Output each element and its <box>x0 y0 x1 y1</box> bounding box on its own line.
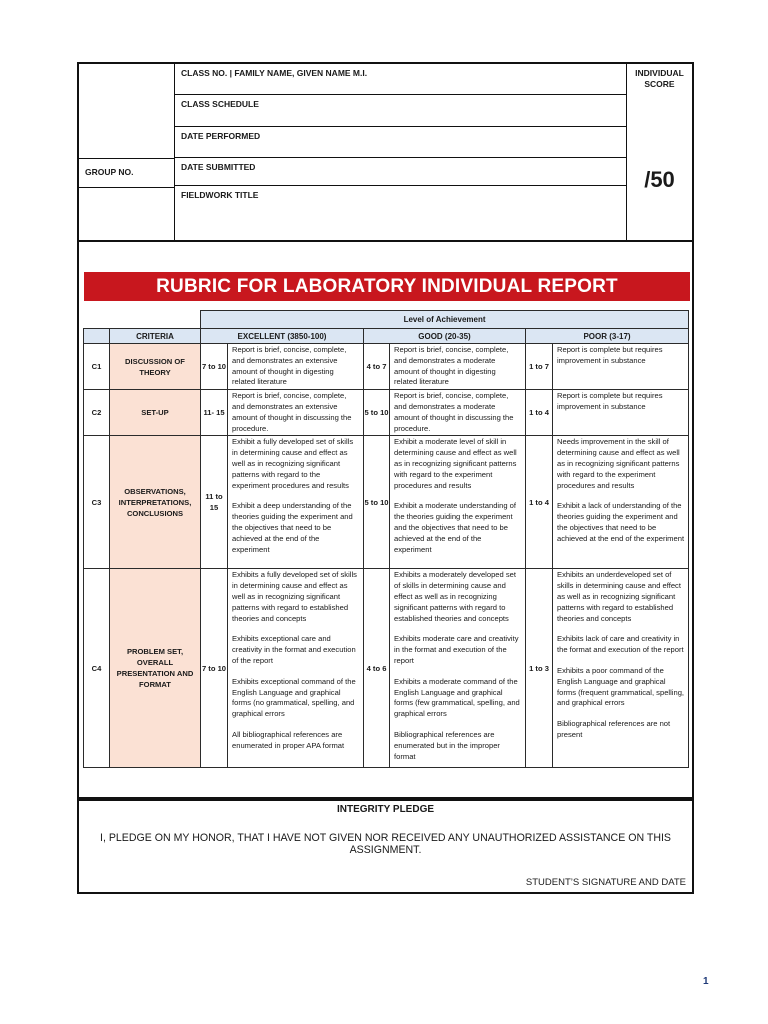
good-description: Report is brief, concise, complete, and demonstrates a moderate amount of thought in digesting related literature <box>390 344 526 390</box>
good-description-part: Exhibit a moderate level of skill in determining cause and effect as well as in recognizing significant patterns with regard to the experiment procedures and results <box>394 437 517 490</box>
table-row <box>84 344 689 390</box>
student-fields <box>175 64 627 240</box>
poor-description-part: Exhibits lack of care and creativity in the format and execution of the report <box>557 634 684 655</box>
poor-header: POOR (3-17) <box>526 329 689 344</box>
good-points: 4 to 6 <box>364 569 390 768</box>
poor-description-part: Bibliographical references are not present <box>557 719 671 739</box>
good-description-part: Exhibits a moderately developed set of skills in determining cause and effect as well as in recognizing significant patterns with regard to established theories and concepts <box>394 570 516 623</box>
criterion-name: DISCUSSION OF THEORY <box>110 344 201 390</box>
criterion-code: C4 <box>84 569 110 768</box>
good-points: 4 to 7 <box>364 344 390 390</box>
poor-description-part: Exhibits a poor command of the English Language and graphical forms (frequent grammatical, spelling, and graphical errors <box>557 665 685 708</box>
good-description <box>390 569 526 768</box>
good-points: 5 to 10 <box>364 436 390 569</box>
poor-description-part: Exhibits an underdeveloped set of skills in determining cause and effect as well as in recognizing significant patterns with regard to established theories and concepts <box>557 570 681 623</box>
poor-description: Report is complete but requires improvement in substance <box>553 390 689 436</box>
criteria-header: CRITERIA <box>110 329 201 344</box>
good-description-part: Exhibits a moderate command of the English Language and graphical forms (few grammatical, spelling, and graphical errors <box>394 676 520 719</box>
criterion-name: SET-UP <box>110 390 201 436</box>
signature-line[interactable]: STUDENT’S SIGNATURE AND DATE <box>525 877 686 888</box>
poor-points: 1 to 4 <box>526 390 553 436</box>
poor-points: 1 to 7 <box>526 344 553 390</box>
individual-score-label <box>627 64 692 90</box>
criterion-name: PROBLEM SET, OVERALL PRESENTATION AND FORMAT <box>110 569 201 768</box>
score-label-line-2: SCORE <box>644 79 675 89</box>
poor-description: Report is complete but requires improvement in substance <box>553 344 689 390</box>
good-header: GOOD (20-35) <box>364 329 526 344</box>
group-no-label: GROUP NO. <box>79 158 175 188</box>
fieldwork-title-field[interactable]: FIELDWORK TITLE <box>181 190 259 200</box>
excellent-description-part: Exhibits exceptional care and creativity in the format and execution of the report <box>232 634 356 665</box>
good-description: Report is brief, concise, complete, and demonstrates a moderate amount of thought in discussing the procedure. <box>390 390 526 436</box>
rubric-title: RUBRIC FOR LABORATORY INDIVIDUAL REPORT <box>84 272 690 301</box>
good-description <box>390 436 526 569</box>
excellent-description-part: Exhibits exceptional command of the English Language and graphical forms (no grammatical, spelling, and graphical errors <box>232 676 356 719</box>
criterion-code: C3 <box>84 436 110 569</box>
criterion-name: OBSERVATIONS, INTERPRETATIONS, CONCLUSIONS <box>110 436 201 569</box>
poor-description <box>553 569 689 768</box>
individual-score-column <box>627 64 692 240</box>
good-description-part: Exhibits moderate care and creativity in the format and execution of the report <box>394 634 519 665</box>
criterion-code: C2 <box>84 390 110 436</box>
poor-description-part: Exhibit a lack of understanding of the theories guiding the experiment and the objectives that need to be achieved at the end of the experiment <box>557 501 685 543</box>
excellent-description-part: Exhibits a fully developed set of skills in determining cause and effect as well as in recognizing significant patterns with regard to established theories and concepts <box>232 570 357 623</box>
excellent-points: 11- 15 <box>201 390 228 436</box>
level-header-row <box>84 311 689 329</box>
level-of-achievement-header: Level of Achievement <box>201 311 689 329</box>
poor-description-part: Needs improvement in the skill of determining cause and effect as well as in recognizing significant patterns with regard to the experiment procedures and results <box>557 437 680 490</box>
table-row <box>84 390 689 436</box>
integrity-pledge-box <box>77 799 694 894</box>
rubric-table <box>83 310 689 768</box>
group-column <box>79 64 175 240</box>
excellent-header: EXCELLENT (3850-100) <box>201 329 364 344</box>
table-row <box>84 436 689 569</box>
pledge-text: I, PLEDGE ON MY HONOR, THAT I HAVE NOT GIVEN NOR RECEIVED ANY UNAUTHORIZED ASSISTANCE ON THIS ASSIGNMENT. <box>100 832 671 856</box>
excellent-description: Report is brief, concise, complete, and demonstrates an extensive amount of thought in discussing the procedure. <box>228 390 364 436</box>
score-label-line-1: INDIVIDUAL <box>635 68 684 78</box>
class-no-name-field[interactable]: CLASS NO. | FAMILY NAME, GIVEN NAME M.I. <box>175 64 627 95</box>
criterion-code: C1 <box>84 344 110 390</box>
excellent-points: 11 to 15 <box>201 436 228 569</box>
student-info-box <box>77 62 694 242</box>
excellent-description-part: Exhibit a deep understanding of the theories guiding the experiment and the objectives that need to be achieved at the end of the experiment <box>232 501 353 554</box>
table-row <box>84 569 689 768</box>
excellent-description <box>228 436 364 569</box>
poor-points: 1 to 4 <box>526 436 553 569</box>
excellent-points: 7 to 10 <box>201 569 228 768</box>
class-schedule-field[interactable]: CLASS SCHEDULE <box>175 95 627 127</box>
rubric-section <box>77 242 694 799</box>
column-header-row <box>84 329 689 344</box>
date-performed-field[interactable]: DATE PERFORMED <box>175 127 627 158</box>
good-description-part: Exhibit a moderate understanding of the theories guiding the experiment and the objectives that need to be achieved at the end of the experiment <box>394 501 517 554</box>
excellent-points: 7 to 10 <box>201 344 228 390</box>
excellent-description-part: All bibliographical references are enumerated in proper APA format <box>232 729 345 750</box>
excellent-description: Report is brief, concise, complete, and demonstrates an extensive amount of thought in digesting related literature <box>228 344 364 390</box>
score-total: /50 <box>644 167 675 192</box>
excellent-description-part: Exhibit a fully developed set of skills in determining cause and effect as well as in recognizing significant patterns with regard to the experiment procedures and results <box>232 437 354 490</box>
pledge-title: INTEGRITY PLEDGE <box>336 804 435 815</box>
good-description-part: Bibliographical references are enumerated but in the improper format <box>394 729 500 761</box>
poor-points: 1 to 3 <box>526 569 553 768</box>
date-submitted-field[interactable]: DATE SUBMITTED <box>175 158 627 186</box>
excellent-description <box>228 569 364 768</box>
poor-description <box>553 436 689 569</box>
page-number: 1 <box>703 976 709 987</box>
good-points: 5 to 10 <box>364 390 390 436</box>
